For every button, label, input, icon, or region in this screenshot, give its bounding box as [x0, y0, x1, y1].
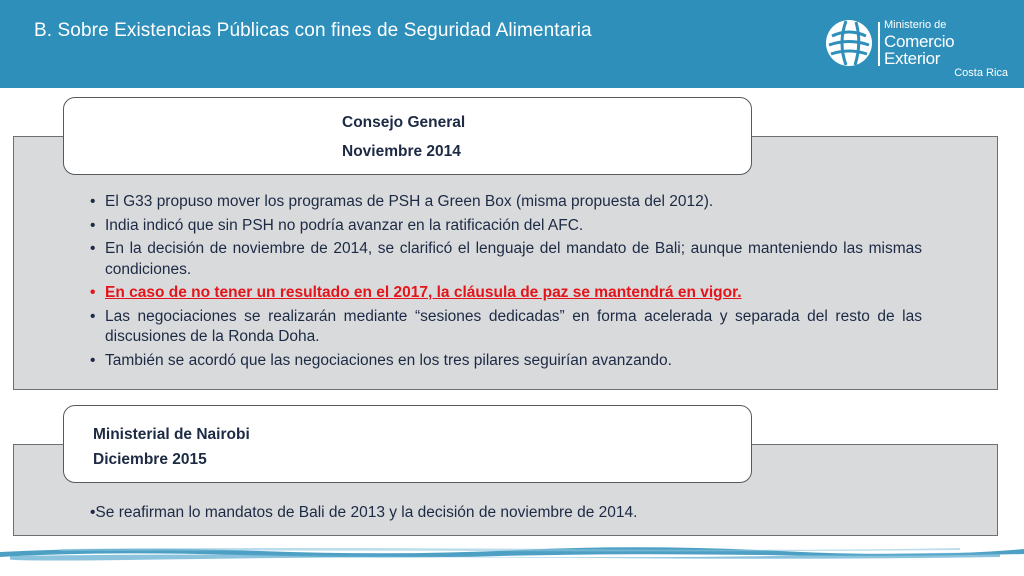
tab-title: Ministerial de Nairobi [93, 426, 250, 443]
ministry-logo [824, 18, 1014, 79]
bullet-item: • También se acordó que las negociaciones en los tres pilares seguirían avanzando. [90, 351, 672, 369]
globe-icon [824, 18, 874, 68]
logo-line-1: Ministerio de [884, 19, 947, 31]
tab-date: Noviembre 2014 [342, 143, 461, 160]
tab-title: Consejo General [342, 114, 466, 131]
logo-line-3: Costa Rica [954, 67, 1008, 79]
logo-text [884, 20, 1014, 79]
nairobi-bullet: •Se reafirman lo mandatos de Bali de 2013 y la decisión de noviembre de 2014. [90, 504, 638, 521]
bullet-item: • Las negociaciones se realizarán mediante “sesiones dedicadas” en forma acelerada y separada del resto de las discusiones de la Ronda Doha. [90, 307, 922, 345]
logo-line-2: Comercio Exterior [884, 32, 955, 68]
consejo-general-bullets [90, 192, 922, 374]
footer-wave-decoration [0, 544, 1024, 564]
logo-divider [878, 22, 880, 66]
bullet-item: • El G33 propuso mover los programas de PSH a Green Box (misma propuesta del 2012). [90, 193, 714, 210]
bullet-item: • En la decisión de noviembre de 2014, se clarificó el lenguaje del mandato de Bali; aunque manteniendo las mismas condiciones. [90, 240, 922, 278]
slide-title: B. Sobre Existencias Públicas con fines de Seguridad Alimentaria [34, 20, 592, 41]
bullet-item-highlight: • En caso de no tener un resultado en el 2017, la cláusula de paz se mantendrá en vigor. [90, 284, 742, 301]
bullet-item: • India indicó que sin PSH no podría avanzar en la ratificación del AFC. [90, 216, 584, 234]
nairobi-tab [63, 405, 752, 483]
header-bar [0, 0, 1024, 88]
consejo-general-tab [63, 97, 752, 175]
tab-date: Diciembre 2015 [93, 451, 207, 468]
